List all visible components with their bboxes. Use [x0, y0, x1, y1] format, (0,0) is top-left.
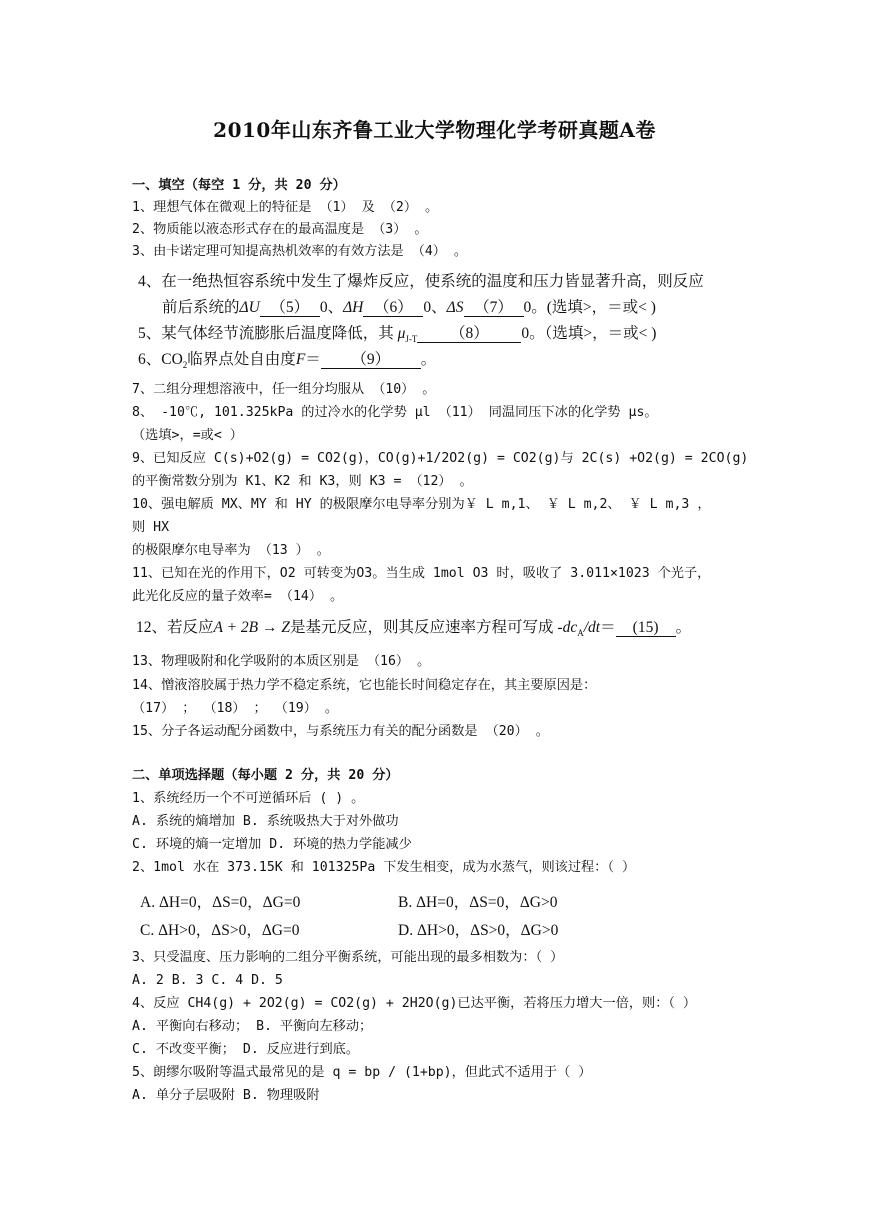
q6-prefix: 6、CO — [138, 351, 183, 368]
choice-q1-options-ab: A. 系统的熵增加 B. 系统吸热大于对外做功 — [132, 814, 399, 829]
fill-q6 — [138, 350, 436, 375]
choice-q2-option-b: B. ΔH=0，ΔS=0，ΔG>0 — [398, 894, 558, 911]
choice-q2-option-d: D. ΔH>0，ΔS>0，ΔG>0 — [398, 922, 559, 939]
q12-tail: 。 — [675, 619, 692, 636]
choice-q3-options: A. 2 B. 3 C. 4 D. 5 — [132, 973, 283, 988]
delta-h: ΔH — [343, 299, 364, 316]
choice-q1-options-cd: C. 环境的熵一定增加 D. 环境的热力学能减少 — [132, 837, 412, 852]
q4-sep-1: 、 — [327, 299, 344, 316]
fill-q7: 7、二组分理想溶液中，任一组分均服从 （10） 。 — [132, 382, 436, 397]
choice-q1: 1、系统经历一个不可逆循环后 ( ) 。 — [132, 791, 365, 806]
choice-q2-option-a: A. ΔH=0，ΔS=0，ΔG=0 — [140, 894, 301, 911]
blank-8: （8） — [417, 326, 521, 343]
fill-q11-line1: 11、已知在光的作用下，O2 可转变为O3。当生成 1mol O3 时，吸收了 3.011×1023 个光子， — [132, 566, 711, 581]
fill-q5 — [138, 324, 656, 349]
fill-q1: 1、理想气体在微观上的特征是 （1） 及 （2） 。 — [132, 200, 439, 215]
fill-q12 — [136, 618, 691, 643]
q12-prefix: 12、若反应 — [136, 619, 214, 636]
fill-q11-line2: 此光化反应的量子效率= （14） 。 — [132, 589, 344, 604]
q4-sep-2: 、 — [431, 299, 447, 316]
delta-s: ΔS — [446, 299, 464, 316]
section1-heading: 一、填空（每空 1 分，共 20 分） — [132, 178, 346, 193]
q12-eq: ＝ — [600, 619, 616, 636]
fill-q3: 3、由卡诺定理可知提高热机效率的有效方法是 （4） 。 — [132, 244, 468, 259]
q12-mid: 是基元反应，则其反应速率方程可写成 — [290, 619, 554, 636]
fill-q10-line3: 的极限摩尔电导率为 （13 ） 。 — [132, 543, 330, 558]
fill-q14-line2: （17） ； （18） ； （19） 。 — [132, 701, 339, 716]
q4-zero-2: 0 — [423, 299, 432, 316]
fill-q4-line1: 4、在一绝热恒容系统中发生了爆炸反应，使系统的温度和压力皆显著升高，则反应 — [138, 273, 704, 290]
fill-q9-line2: 的平衡常数分别为 K1、K2 和 K3，则 K3 = （12） 。 — [132, 474, 473, 489]
fill-q13: 13、物理吸附和化学吸附的本质区别是 （16） 。 — [132, 654, 431, 669]
blank-7: （7） — [464, 300, 524, 317]
q4-zero-3: 0 — [523, 299, 532, 316]
section2-heading: 二、单项选择题（每小题 2 分，共 20 分） — [132, 768, 399, 783]
fill-q10-line1: 10、强电解质 MX、MY 和 HY 的极限摩尔电导率分别为￥ L m,1、 ￥ L m,2、 ￥ L m,3 ， — [132, 497, 711, 512]
q6-f: F — [295, 351, 306, 368]
fill-q8-line1: 8、 -10℃, 101.325kPa 的过冷水的化学势 μl （11） 同温同压下冰的化学势 μs。 — [132, 405, 658, 420]
choice-q4-options-cd: C. 不改变平衡； D. 反应进行到底。 — [132, 1042, 360, 1057]
delta-u: ΔU — [239, 299, 260, 316]
choice-q2-option-c: C. ΔH>0，ΔS>0，ΔG=0 — [140, 922, 300, 939]
fill-q14-line1: 14、憎液溶胶属于热力学不稳定系统，它也能长时间稳定存在，其主要原因是： — [132, 678, 597, 693]
page-title: 2010年山东齐鲁工业大学物理化学考研真题A卷 — [213, 118, 656, 142]
fill-q8-line2: （选填>，=或< ） — [132, 428, 243, 443]
fill-q9-line1: 9、已知反应 C(s)+O2(g) = CO2(g)，CO(g)+1/2O2(g) = CO2(g)与 2C(s) +O2(g) = 2CO(g) — [132, 451, 749, 466]
choice-q4-options-ab: A. 平衡向右移动； B. 平衡向左移动； — [132, 1019, 373, 1034]
choice-q5: 5、朗缪尔吸附等温式最常见的是 q = bp / (1+bp)，但此式不适用于（ ） — [132, 1065, 592, 1080]
q6-subscript: 2 — [182, 360, 188, 371]
blank-9: （9） — [321, 352, 421, 369]
choice-q4: 4、反应 CH4(g) + 2O2(g) = CO2(g) + 2H2O(g)已达平衡，若将压力增大一倍，则：（ ） — [132, 996, 697, 1011]
fill-q15: 15、分子各运动配分函数中，与系统压力有关的配分函数是 （20） 。 — [132, 724, 549, 739]
fill-q4-line2 — [162, 298, 656, 318]
choice-q3: 3、只受温度、压力影响的二组分平衡系统，可能出现的最多相数为：（ ） — [132, 950, 564, 965]
q4-prefix: 前后系统的 — [162, 299, 240, 316]
fill-q10-line2: 则 HX — [132, 520, 170, 535]
choice-q5-options: A. 单分子层吸附 B. 物理吸附 — [132, 1088, 320, 1103]
q6-tail: 。 — [420, 351, 437, 368]
q5-tail: 0。（选填>，＝或< ) — [521, 325, 657, 342]
q5-prefix: 5、某气体经节流膨胀后温度降低，其 — [138, 325, 394, 342]
q4-tail: 。(选填>，＝或< ) — [531, 299, 656, 316]
q12-reaction: A + 2B → Z — [213, 619, 291, 636]
q6-eq: ＝ — [305, 351, 321, 368]
mu-symbol: μ — [397, 325, 406, 342]
q12-subscript: A — [577, 628, 584, 639]
fill-q2: 2、物质能以液态形式存在的最高温度是 （3） 。 — [132, 222, 428, 237]
blank-15: (15) — [616, 620, 676, 637]
q12-rate-dt: /dt — [583, 619, 601, 636]
blank-6: （6） — [363, 300, 423, 317]
mu-subscript: J-T — [405, 334, 418, 345]
choice-q2: 2、1mol 水在 373.15K 和 101325Pa 下发生相变，成为水蒸气，则该过程：（ ） — [132, 860, 636, 875]
q4-zero-1: 0 — [319, 299, 328, 316]
blank-5: （5） — [260, 300, 320, 317]
q12-rate: -dc — [557, 619, 578, 636]
q6-mid: 临界点处自由度 — [187, 351, 296, 368]
